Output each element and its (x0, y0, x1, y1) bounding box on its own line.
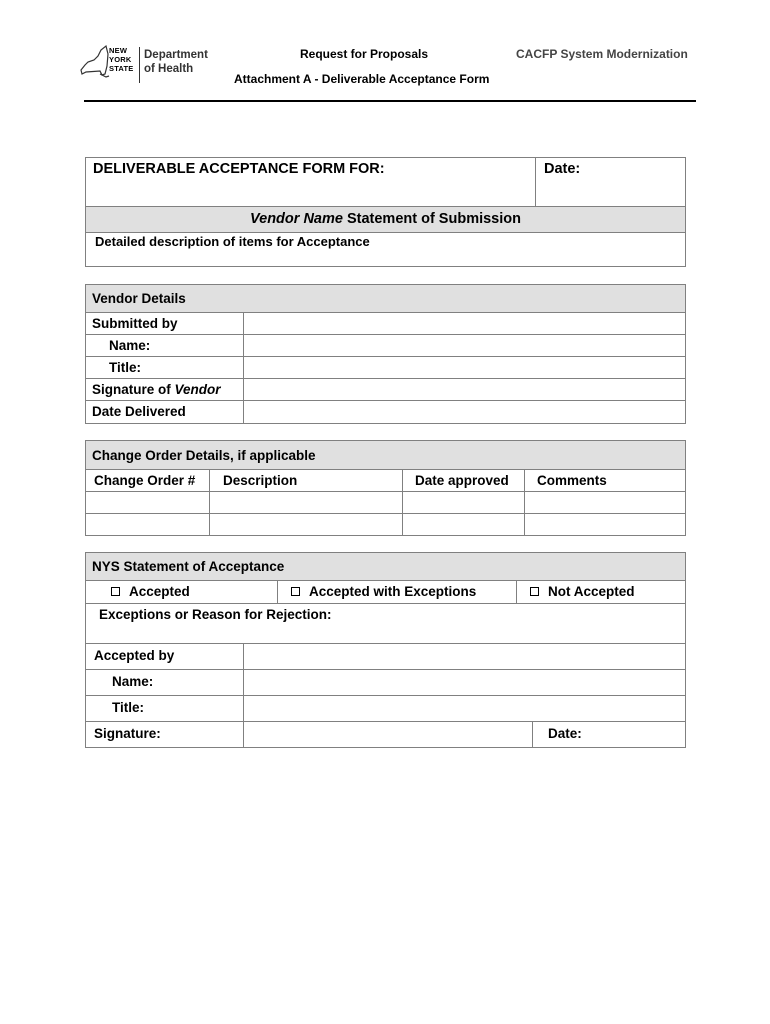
form-title: DELIVERABLE ACCEPTANCE FORM FOR: (93, 161, 385, 177)
col-comments: Comments (537, 473, 607, 488)
header-project-name: CACFP System Modernization (516, 47, 688, 61)
change-order-table (85, 440, 686, 536)
vendor-signature-field[interactable] (244, 379, 685, 400)
option-accepted-with-exceptions-label: Accepted with Exceptions (309, 584, 477, 599)
accepted-by-field[interactable] (244, 644, 685, 669)
change-order-heading: Change Order Details, if applicable (92, 448, 316, 463)
logo-text-of-health: of Health (144, 63, 194, 75)
ny-state-map-icon (80, 44, 110, 84)
option-accepted-with-exceptions[interactable] (291, 584, 476, 599)
logo-text-state: STATE (109, 64, 134, 73)
divider (86, 580, 685, 581)
vendor-title-label: Title: (109, 360, 142, 375)
acceptor-name-label: Name: (112, 674, 154, 689)
logo-divider (139, 47, 140, 83)
change-order-description-field[interactable] (210, 492, 402, 513)
date-delivered-label: Date Delivered (92, 404, 186, 419)
option-accepted-label: Accepted (129, 584, 190, 599)
vendor-title-field[interactable] (244, 357, 685, 378)
col-description: Description (223, 473, 298, 488)
acceptance-date-label: Date: (548, 726, 582, 741)
divider (86, 603, 685, 604)
change-order-date-field[interactable] (403, 492, 524, 513)
acceptor-title-field[interactable] (244, 696, 685, 721)
checkbox-icon[interactable] (111, 587, 120, 596)
change-order-number-field[interactable] (86, 514, 209, 535)
col-date-approved: Date approved (415, 473, 509, 488)
description-field[interactable] (244, 248, 674, 264)
vendor-details-heading: Vendor Details (92, 291, 186, 306)
vendor-name-label: Name: (109, 338, 151, 353)
checkbox-icon[interactable] (530, 587, 539, 596)
col-change-order-number: Change Order # (94, 473, 196, 488)
divider (516, 580, 517, 603)
change-order-date-field[interactable] (403, 514, 524, 535)
exceptions-field[interactable] (99, 625, 679, 641)
submitted-by-label: Submitted by (92, 316, 178, 331)
acceptor-name-field[interactable] (244, 670, 685, 695)
header-attachment-title: Attachment A - Deliverable Acceptance Form (234, 72, 490, 86)
divider (277, 580, 278, 603)
nys-doh-logo (80, 44, 220, 86)
acceptor-signature-label: Signature: (94, 726, 161, 741)
nys-acceptance-table (85, 552, 686, 748)
deliverable-form-table (85, 157, 686, 267)
vendor-name-placeholder: Vendor Name (250, 211, 343, 227)
accepted-by-label: Accepted by (94, 648, 175, 663)
divider (86, 469, 685, 470)
option-accepted[interactable] (111, 584, 190, 599)
option-not-accepted-label: Not Accepted (548, 584, 635, 599)
divider (535, 158, 536, 206)
vendor-name-field[interactable] (244, 335, 685, 356)
date-delivered-field[interactable] (244, 401, 685, 423)
header-rule (84, 100, 696, 102)
nys-acceptance-heading: NYS Statement of Acceptance (92, 559, 285, 574)
vendor-signature-label (92, 382, 221, 397)
acceptor-title-label: Title: (112, 700, 145, 715)
change-order-number-field[interactable] (86, 492, 209, 513)
signature-of-text: Signature of (92, 382, 175, 397)
vendor-details-table (85, 284, 686, 424)
change-order-comments-field[interactable] (525, 514, 685, 535)
logo-text-department: Department (144, 49, 208, 61)
change-order-comments-field[interactable] (525, 492, 685, 513)
acceptor-signature-field[interactable] (244, 722, 532, 747)
option-not-accepted[interactable] (530, 584, 635, 599)
change-order-description-field[interactable] (210, 514, 402, 535)
statement-text: Statement of Submission (342, 211, 521, 227)
submitted-by-field[interactable] (244, 313, 685, 334)
statement-of-submission-heading (86, 211, 685, 227)
description-label: Detailed description of items for Acceptance (95, 234, 370, 249)
header-rfp-title: Request for Proposals (300, 47, 429, 61)
exceptions-label: Exceptions or Reason for Rejection: (99, 607, 332, 622)
logo-text-new: NEW (109, 46, 128, 55)
form-date-label: Date: (544, 161, 581, 177)
logo-text-york: YORK (109, 55, 132, 64)
vendor-italic-text: Vendor (174, 382, 221, 397)
divider (532, 721, 533, 747)
divider (86, 232, 685, 233)
checkbox-icon[interactable] (291, 587, 300, 596)
